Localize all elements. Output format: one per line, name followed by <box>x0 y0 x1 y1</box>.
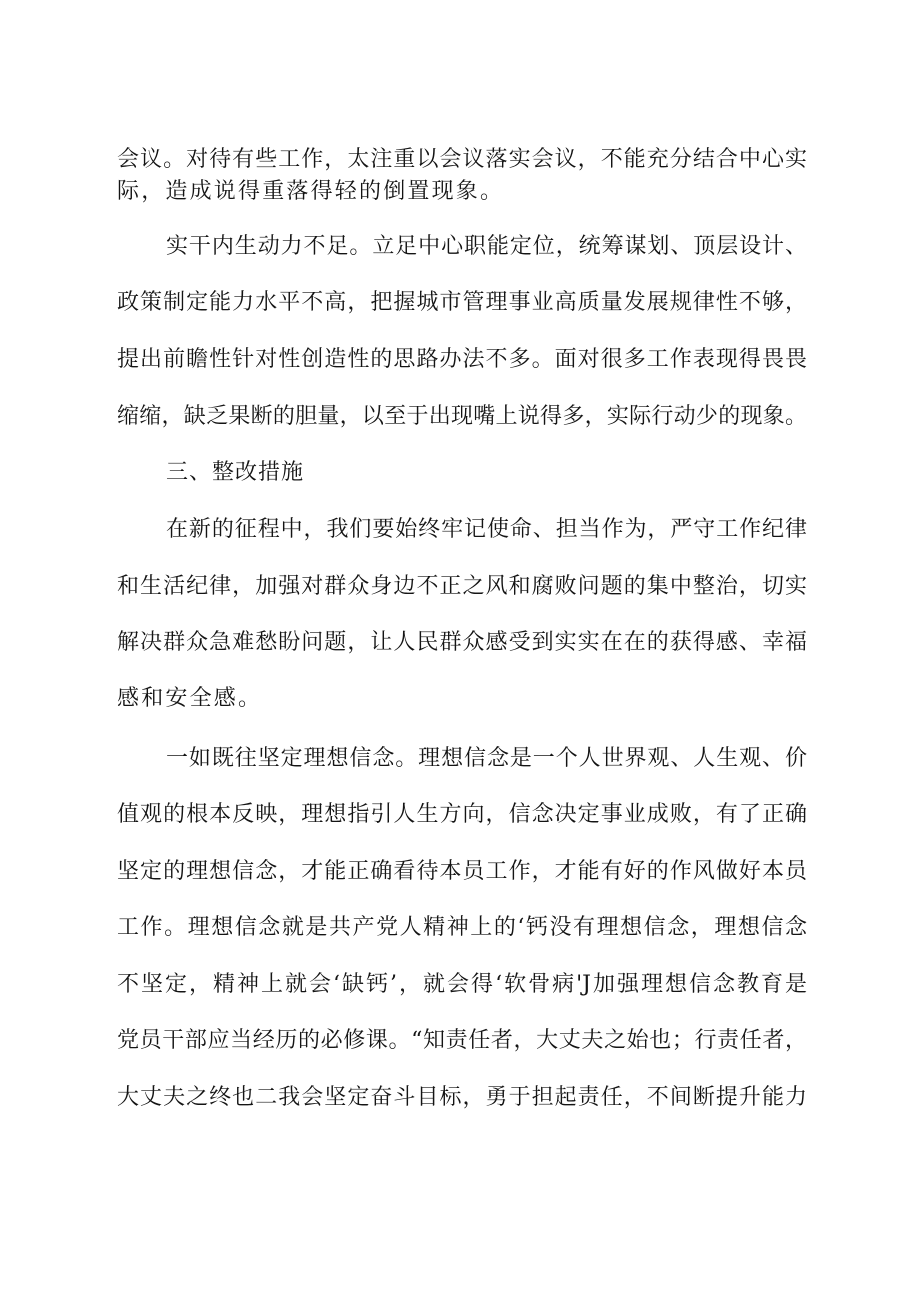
paragraph-line: 在新的征程中，我们要始终牢记使命、担当作为，严守工作纪律 <box>166 517 807 542</box>
paragraph-line: 党员干部应当经历的必修课。“知责任者，大丈夫之始也；行责任者， <box>117 1028 807 1053</box>
paragraph-line: 缩缩，缺乏果断的胆量，以至于出现嘴上说得多，实际行动少的现象。 <box>117 404 807 429</box>
paragraph-line: 大丈夫之终也二我会坚定奋斗目标，勇于担起责任，不间断提升能力 <box>117 1085 807 1110</box>
paragraph-line: 和生活纪律，加强对群众身边不正之风和腐败问题的集中整治，切实 <box>117 574 807 599</box>
section-heading: 三、整改措施 <box>166 460 305 485</box>
paragraph-line: 一如既往坚定理想信念。理想信念是一个人世界观、人生观、价 <box>166 746 807 771</box>
paragraph-line: 工作。理想信念就是共产党人精神上的‘钙没有理想信念，理想信念 <box>117 915 807 940</box>
paragraph-line: 不坚定，精神上就会‘缺钙’，就会得‘软骨病'J加强理想信念教育是 <box>117 972 807 997</box>
paragraph-line: 值观的根本反映，理想指引人生方向，信念决定事业成败，有了正确 <box>117 802 807 827</box>
paragraph-line: 提出前瞻性针对性创造性的思路办法不多。面对很多工作表现得畏畏 <box>117 347 807 372</box>
paragraph-line: 坚定的理想信念，才能正确看待本员工作，才能有好的作风做好本员 <box>117 859 807 884</box>
paragraph-line: 会议。对待有些工作，太注重以会议落实会议，不能充分结合中心实 <box>117 147 807 172</box>
paragraph-line: 感和安全感。 <box>117 686 263 711</box>
paragraph-line: 政策制定能力水平不高，把握城市管理事业高质量发展规律性不够， <box>117 290 807 315</box>
paragraph-line: 实干内生动力不足。立足中心职能定位，统筹谋划、顶层设计、 <box>166 234 807 259</box>
paragraph-line: 际，造成说得重落得轻的倒置现象。 <box>117 179 505 204</box>
paragraph-line: 解决群众急难愁盼问题，让人民群众感受到实实在在的获得感、幸福 <box>117 630 807 655</box>
